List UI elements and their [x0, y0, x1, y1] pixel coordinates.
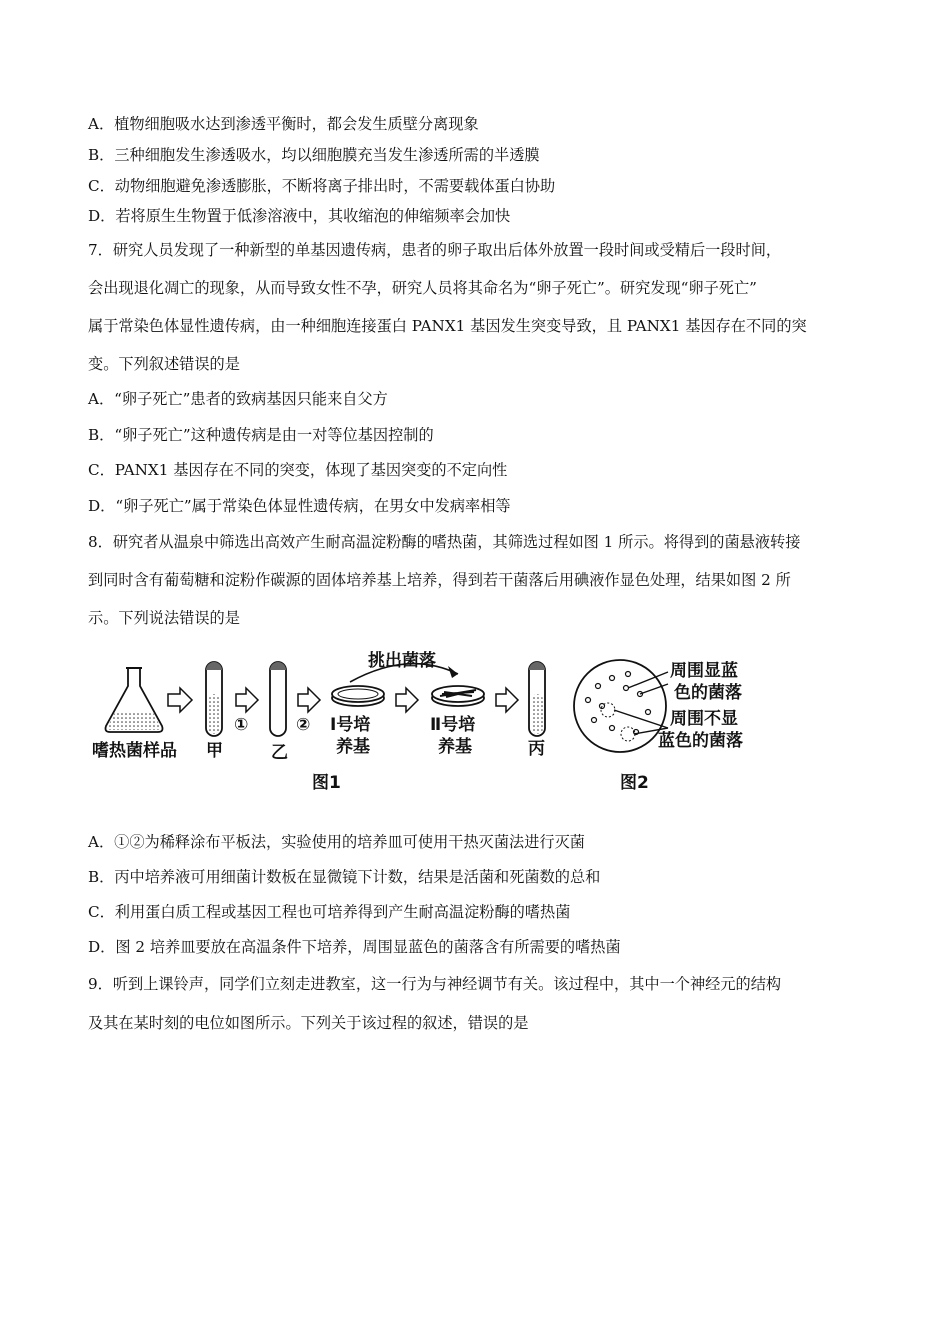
arrow-icon	[168, 688, 192, 712]
arrow-icon	[496, 688, 518, 712]
option-8a: A．①②为稀释涂布平板法，实验使用的培养皿可使用干热灭菌法进行灭菌	[88, 833, 585, 851]
label-plate-1a: Ⅰ号培	[330, 715, 371, 735]
option-7d: D．“卵子死亡”属于常染色体显性遗传病，在男女中发病率相等	[88, 497, 511, 515]
arrow-icon	[396, 688, 418, 712]
label-plate-2b: 养基	[438, 737, 472, 757]
tube-icon	[206, 662, 222, 736]
label-pick-colony: 挑出菌落	[368, 651, 436, 671]
option-8c: C．利用蛋白质工程或基因工程也可培养得到产生耐高温淀粉酶的嗜热菌	[88, 903, 571, 921]
arrow-icon	[298, 688, 320, 712]
tube-icon	[270, 662, 286, 736]
colony-plate-icon	[574, 660, 668, 752]
label-step-2: ②	[296, 715, 311, 735]
option-8b: B．丙中培养液可用细菌计数板在显微镜下计数，结果是活菌和死菌数的总和	[88, 868, 601, 886]
label-tube-bing: 丙	[528, 739, 545, 759]
question-7-line-4: 变。下列叙述错误的是	[88, 355, 240, 373]
option-7c: C．PANX1 基因存在不同的突变，体现了基因突变的不定向性	[88, 461, 508, 479]
label-plate-2a: Ⅱ号培	[430, 715, 476, 735]
question-7-line-3: 属于常染色体显性遗传病，由一种细胞连接蛋白 PANX1 基因发生突变导致，且 PANX1 基因存在不同的突	[88, 317, 807, 335]
option-6d: D．若将原生生物置于低渗溶液中，其收缩泡的伸缩频率会加快	[88, 207, 511, 225]
label-tube-jia: 甲	[206, 741, 223, 761]
arrow-icon	[236, 688, 258, 712]
label-plate-1b: 养基	[336, 737, 370, 757]
question-8-line-2: 到同时含有葡萄糖和淀粉作碳源的固体培养基上培养，得到若干菌落后用碘液作显色处理，结果如图 2 所	[88, 571, 791, 589]
question-7-line-2: 会出现退化凋亡的现象，从而导致女性不孕，研究人员将其命名为“卵子死亡”。研究发现“卵子死亡”	[88, 279, 757, 297]
label-no-blue-colony-a: 周围不显	[670, 709, 738, 729]
flask-icon	[106, 668, 163, 732]
label-sample: 嗜热菌样品	[92, 741, 177, 761]
tube-icon	[529, 662, 545, 736]
label-no-blue-colony-b: 蓝色的菌落	[658, 731, 743, 751]
label-figure-2: 图2	[620, 773, 649, 793]
question-7-line-1: 7．研究人员发现了一种新型的单基因遗传病，患者的卵子取出后体外放置一段时间或受精后一段时间，	[88, 241, 782, 259]
label-step-1: ①	[234, 715, 249, 735]
question-9-line-1: 9．听到上课铃声，同学们立刻走进教室，这一行为与神经调节有关。该过程中，其中一个神经元的结构	[88, 975, 782, 993]
option-6c: C．动物细胞避免渗透膨胀，不断将离子排出时，不需要载体蛋白协助	[88, 177, 556, 195]
question-8-line-3: 示。下列说法错误的是	[88, 609, 240, 627]
option-6b: B．三种细胞发生渗透吸水，均以细胞膜充当发生渗透所需的半透膜	[88, 146, 540, 164]
option-7b: B．“卵子死亡”这种遗传病是由一对等位基因控制的	[88, 426, 434, 444]
petri-dish-icon	[332, 686, 384, 706]
label-blue-colony-a: 周围显蓝	[670, 661, 738, 681]
question-8-line-1: 8．研究者从温泉中筛选出高效产生耐高温淀粉酶的嗜热菌，其筛选过程如图 1 所示。将得到的菌悬液转接	[88, 533, 801, 551]
petri-dish-streaked-icon	[432, 686, 484, 706]
label-figure-1: 图1	[312, 773, 341, 793]
label-tube-yi: 乙	[271, 743, 288, 763]
screening-figure	[88, 648, 768, 798]
option-8d: D．图 2 培养皿要放在高温条件下培养，周围显蓝色的菌落含有所需要的嗜热菌	[88, 938, 621, 956]
label-blue-colony-b: 色的菌落	[674, 683, 742, 703]
question-9-line-2: 及其在某时刻的电位如图所示。下列关于该过程的叙述，错误的是	[88, 1014, 529, 1032]
option-6a: A．植物细胞吸水达到渗透平衡时，都会发生质壁分离现象	[88, 115, 479, 133]
option-7a: A．“卵子死亡”患者的致病基因只能来自父方	[88, 390, 388, 408]
